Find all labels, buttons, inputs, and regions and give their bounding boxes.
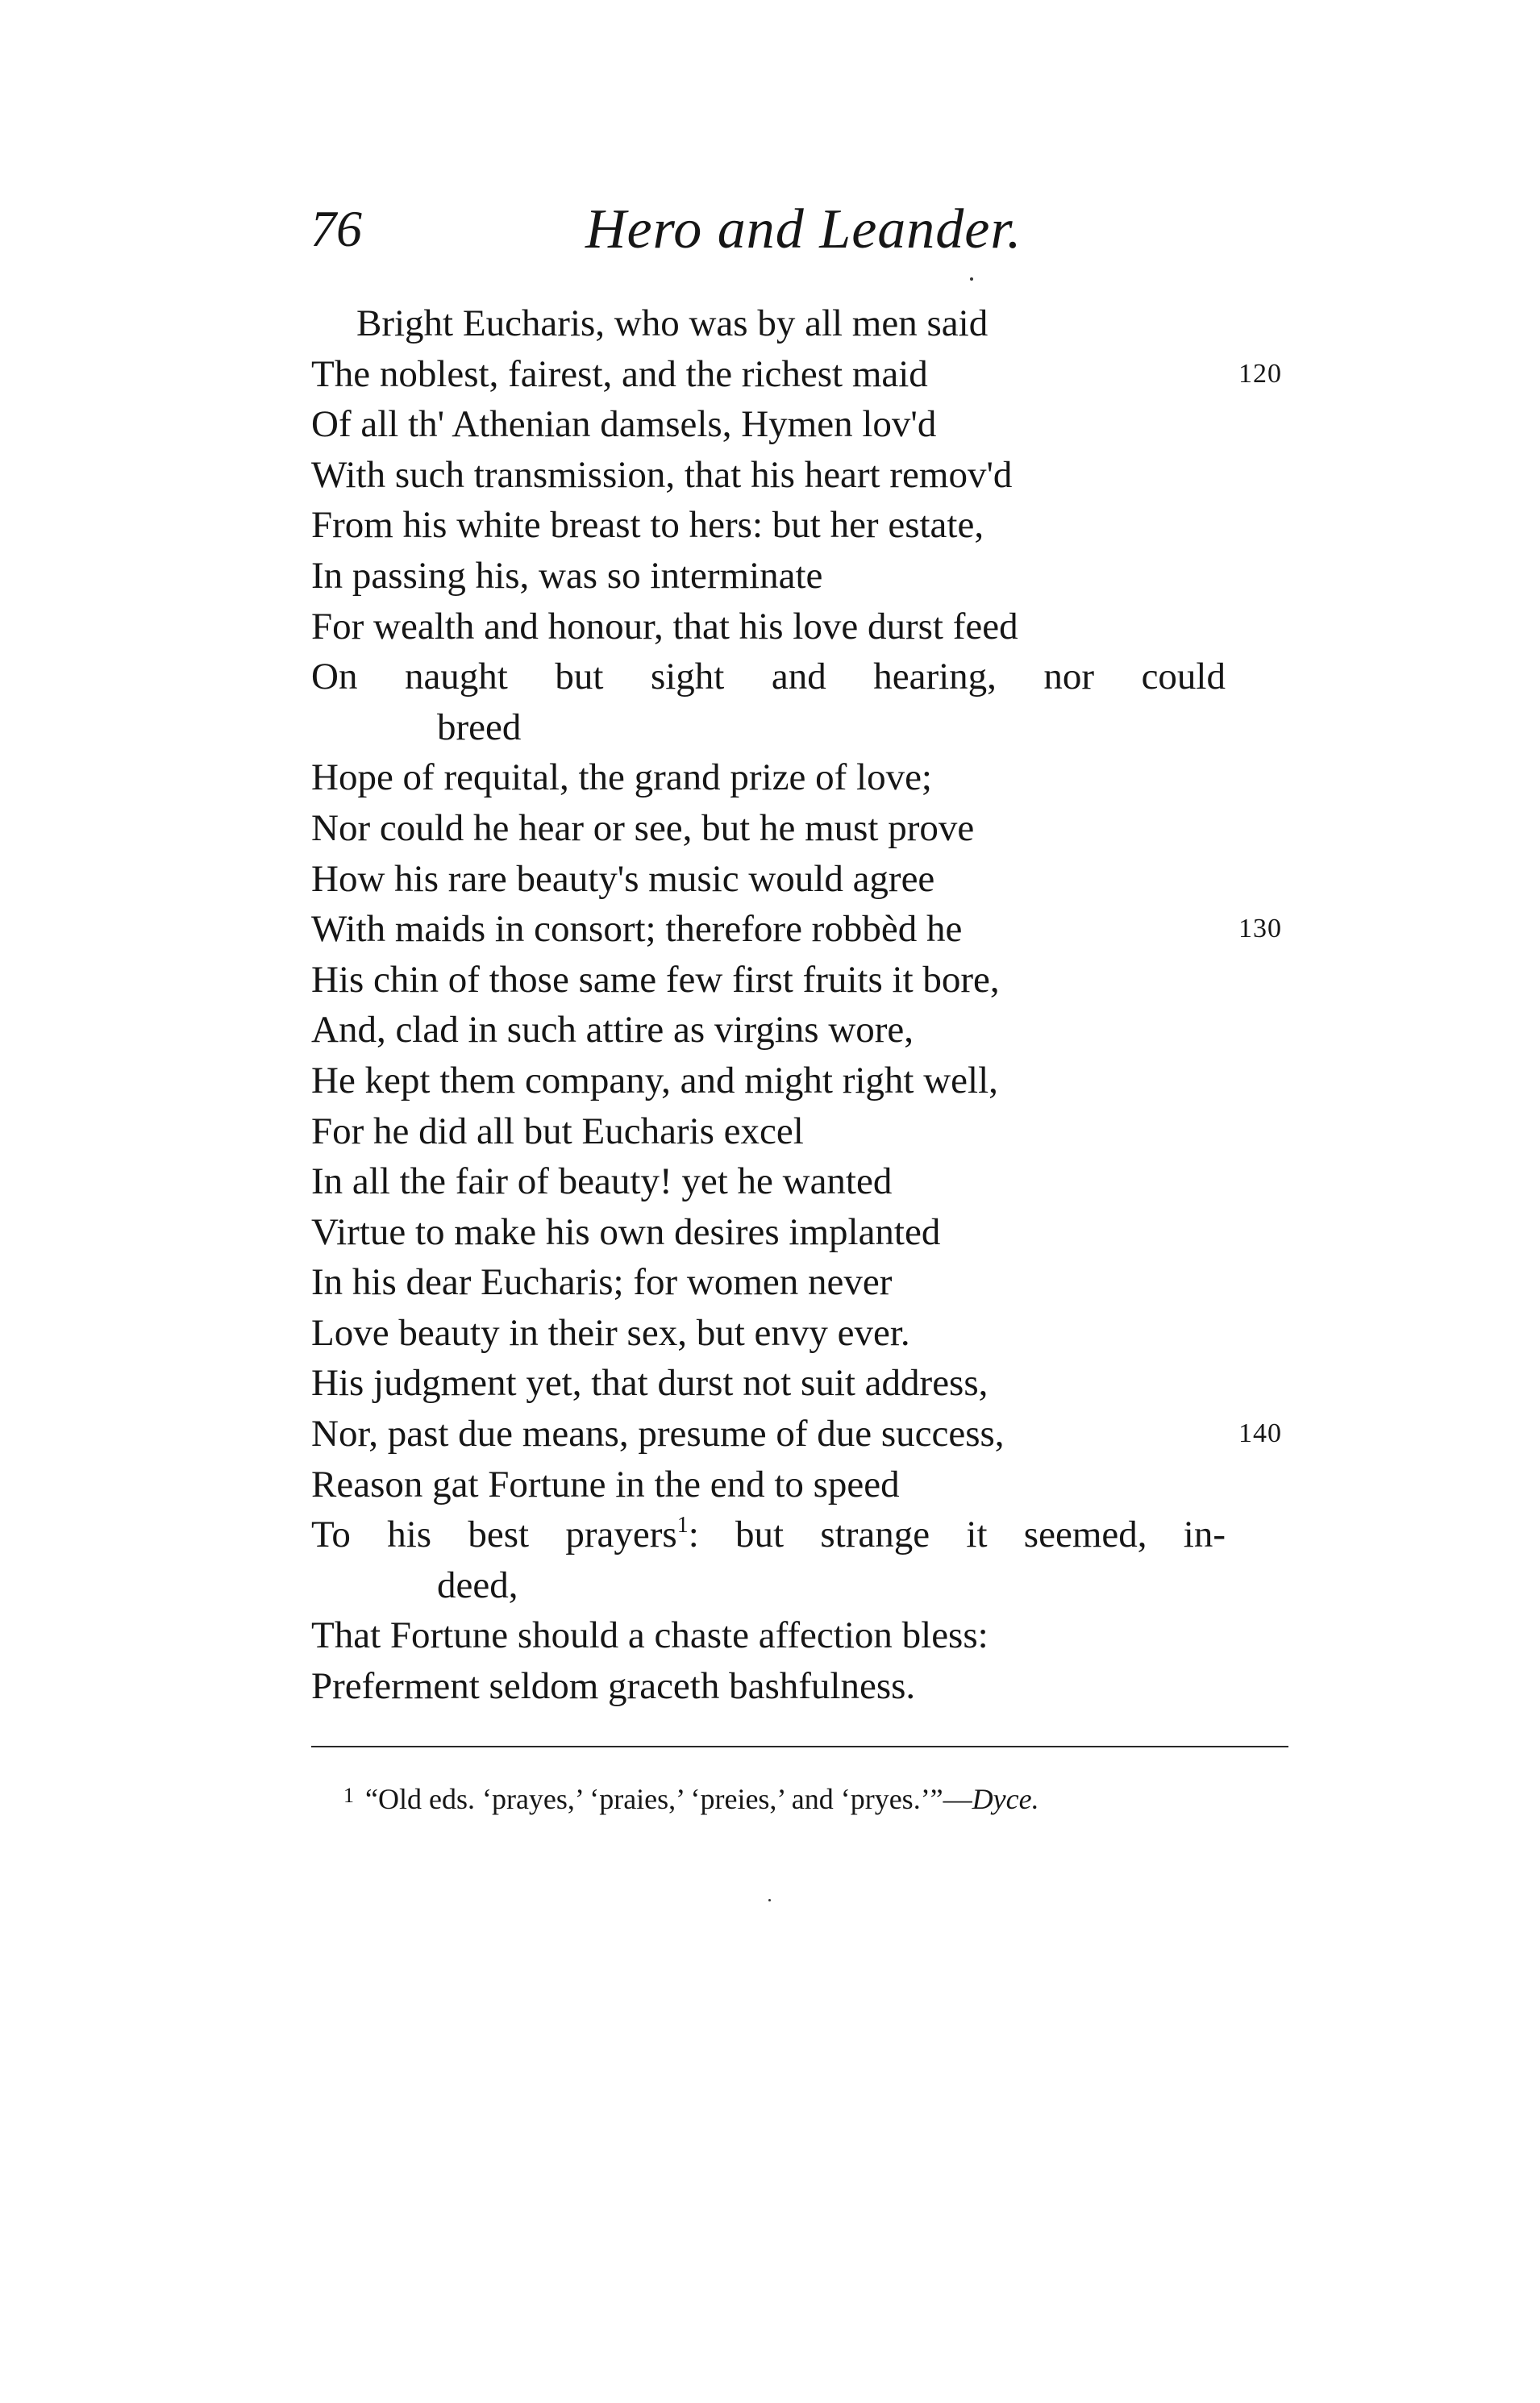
poem-line (311, 1661, 1311, 1712)
line-text: How his rare beauty's music would agree (311, 857, 935, 900)
poem-line (311, 1257, 1311, 1308)
poem-line (311, 602, 1311, 652)
line-text: Virtue to make his own desires implanted (311, 1210, 941, 1253)
line-text: Reason gat Fortune in the end to speed (311, 1463, 900, 1506)
line-text-before-note: To his best prayers (311, 1514, 677, 1556)
footnote-divider (311, 1746, 1288, 1747)
poem-line (311, 1056, 1311, 1106)
line-text: Preferment seldom graceth bashfulness. (311, 1665, 916, 1708)
poem-line-continuation (311, 1560, 1311, 1611)
poem-line (311, 1156, 1311, 1207)
poem-line (311, 1358, 1311, 1409)
footnote-reference: 1 (676, 1513, 689, 1539)
poem-line-continuation (311, 702, 1311, 753)
line-number: 120 (1238, 358, 1282, 389)
line-text: breed (437, 706, 522, 748)
poem-line (311, 1005, 1311, 1056)
poem-line (311, 450, 1311, 501)
poem-line (311, 854, 1311, 905)
line-text: For wealth and honour, that his love durst feed (311, 605, 1018, 648)
footnote-author: Dyce. (972, 1783, 1039, 1815)
line-text: The noblest, fairest, and the richest maid (311, 352, 928, 395)
line-number: 130 (1238, 914, 1282, 944)
poem-line (311, 1207, 1311, 1258)
poem-line (311, 551, 1311, 602)
poem-line (311, 1460, 1311, 1510)
line-text: His judgment yet, that durst not suit address, (311, 1362, 989, 1405)
stray-mark (970, 277, 973, 281)
poem-line (311, 955, 1311, 1006)
running-title: Hero and Leander. (585, 198, 1022, 260)
line-text: He kept them company, and might right well, (311, 1059, 998, 1102)
poem-line (311, 500, 1311, 551)
poem-line (311, 803, 1311, 854)
line-text: That Fortune should a chaste affection bless: (311, 1614, 989, 1657)
poem-line (311, 349, 1311, 400)
footnote (343, 1782, 1039, 1817)
poem-line (311, 904, 1311, 955)
line-text: Of all th' Athenian damsels, Hymen lov'd (311, 403, 937, 446)
line-text: In his dear Eucharis; for women never (311, 1261, 893, 1304)
footnote-marker: 1 (343, 1784, 354, 1807)
line-text: Hope of requital, the grand prize of love; (311, 756, 932, 799)
line-text-after-note: : but strange it seemed, in- (688, 1514, 1226, 1556)
line-text: Nor, past due means, presume of due success, (311, 1413, 1005, 1456)
line-text: With maids in consort; therefore robbèd he (311, 908, 963, 951)
line-text: And, clad in such attire as virgins wore, (311, 1009, 914, 1052)
line-number: 140 (1238, 1418, 1282, 1449)
poem-line (311, 1610, 1311, 1661)
poem-body (311, 298, 1311, 1712)
footnote-text: “Old eds. ‘prayes,’ ‘praies,’ ‘preies,’ and ‘pryes.’”— (365, 1783, 972, 1815)
line-text-with-note (311, 1510, 1226, 1560)
line-text: On naught but sight and hearing, nor could (311, 656, 1226, 698)
poem-line (311, 652, 1311, 702)
line-text: From his white breast to hers: but her estate, (311, 504, 984, 547)
poem-line (311, 1409, 1311, 1460)
line-text: Bright Eucharis, who was by all men said (356, 302, 989, 344)
line-text: His chin of those same few first fruits it bore, (311, 958, 1000, 1001)
stray-mark (768, 1899, 771, 1901)
poem-line (311, 298, 1311, 349)
line-text: In passing his, was so interminate (311, 554, 823, 597)
line-text: deed, (437, 1564, 518, 1606)
page-number: 76 (310, 200, 362, 257)
line-text: With such transmission, that his heart remov'd (311, 453, 1013, 496)
line-text: Love beauty in their sex, but envy ever. (311, 1311, 910, 1354)
poem-line (311, 1510, 1311, 1560)
line-text: In all the fair of beauty! yet he wanted (311, 1160, 893, 1203)
poem-line (311, 399, 1311, 450)
poem-line (311, 752, 1311, 803)
poem-line (311, 1106, 1311, 1157)
poem-line (311, 1308, 1311, 1359)
line-text: Nor could he hear or see, but he must prove (311, 806, 975, 849)
line-text: For he did all but Eucharis excel (311, 1110, 804, 1152)
